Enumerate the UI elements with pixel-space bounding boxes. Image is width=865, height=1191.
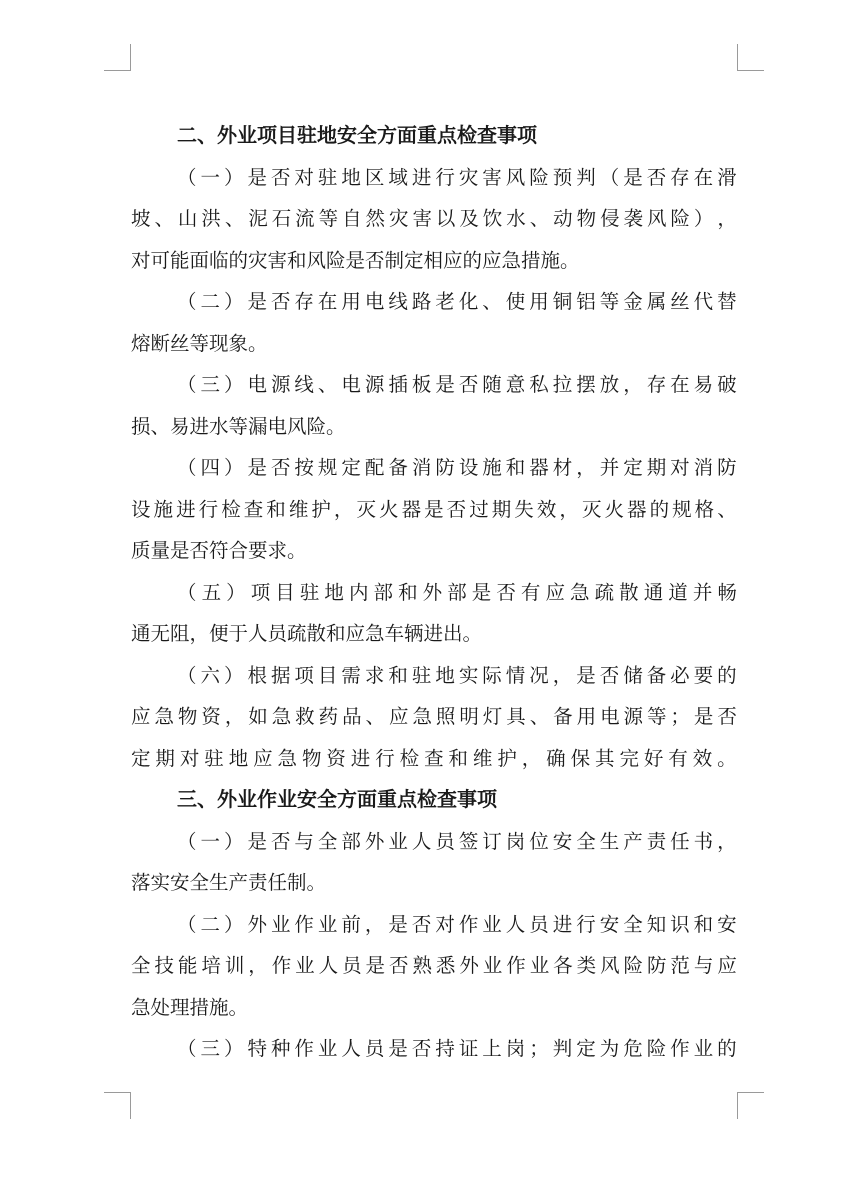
paragraph-line: 坡 、 山 洪 、 泥 石 流 等 自 然 灾 害 以 及 饮 水 、 动 物 侵 袭 风 险 ） ， [131,207,737,230]
paragraph-line: 损、易进水等漏电风险。 [131,414,346,438]
paragraph-line: （ 六 ） 根 据 项 目 需 求 和 驻 地 实 际 情 况 ， 是 否 储 备 必 要 的 [177,663,737,687]
paragraph-line: 设 施 进 行 检 查 和 维 护 ， 灭 火 器 是 否 过 期 失 效 ， 灭 火 器 的 规 格 、 [131,497,737,521]
paragraph-line: （ 三 ） 电 源 线 、 电 源 插 板 是 否 随 意 私 拉 摆 放 ， 存 在 易 破 [177,373,737,396]
section-heading: 三、外业作业安全方面重点检查事项 [177,787,497,811]
paragraph-line: （ 一 ） 是 否 对 驻 地 区 域 进 行 灾 害 风 险 预 判 （ 是 否 存 在 滑 [177,165,737,189]
crop-mark-bottom-left [104,1092,131,1119]
paragraph-line: 应 急 物 资 ， 如 急 救 药 品 、 应 急 照 明 灯 具 、 备 用 电 源 等 ； 是 否 [131,705,737,728]
crop-mark-top-left [104,44,131,71]
paragraph-line: 全 技 能 培 训 ， 作 业 人 员 是 否 熟 悉 外 业 作 业 各 类 风 险 防 范 与 应 [131,954,737,977]
paragraph-line: （ 二 ） 是 否 存 在 用 电 线 路 老 化 、 使 用 铜 铝 等 金 属 丝 代 替 [177,290,737,313]
paragraph-line: 定 期 对 驻 地 应 急 物 资 进 行 检 查 和 维 护 ， 确 保 其 完 好 有 效 。 [131,746,737,770]
paragraph-line: 落实安全生产责任制。 [131,871,327,894]
paragraph-line: （ 三 ） 特 种 作 业 人 员 是 否 持 证 上 岗 ； 判 定 为 危 险 作 业 的 [177,1037,737,1060]
paragraph-line: 熔断丝等现象。 [131,331,268,355]
paragraph-line: 通无阻，便于人员疏散和应急车辆进出。 [131,622,483,645]
paragraph-line: （ 四 ） 是 否 按 规 定 配 备 消 防 设 施 和 器 材 ， 并 定 期 对 消 防 [177,456,737,479]
paragraph-line: 质量是否符合要求。 [131,539,307,562]
section-heading: 二、外业项目驻地安全方面重点检查事项 [177,123,537,147]
paragraph-line: （ 五 ） 项 目 驻 地 内 部 和 外 部 是 否 有 应 急 疏 散 通 道 并 畅 [177,580,737,604]
document-body [131,115,737,1070]
paragraph-line: （ 一 ） 是 否 与 全 部 外 业 人 员 签 订 岗 位 安 全 生 产 责 任 书 ， [177,829,737,853]
paragraph-line: （ 二 ） 外 业 作 业 前 ， 是 否 对 作 业 人 员 进 行 安 全 知 识 和 安 [177,912,737,936]
crop-mark-top-right [737,44,764,71]
crop-mark-bottom-right [737,1092,764,1119]
paragraph-line: 急处理措施。 [131,995,249,1019]
paragraph-line: 对可能面临的灾害和风险是否制定相应的应急措施。 [131,248,580,272]
